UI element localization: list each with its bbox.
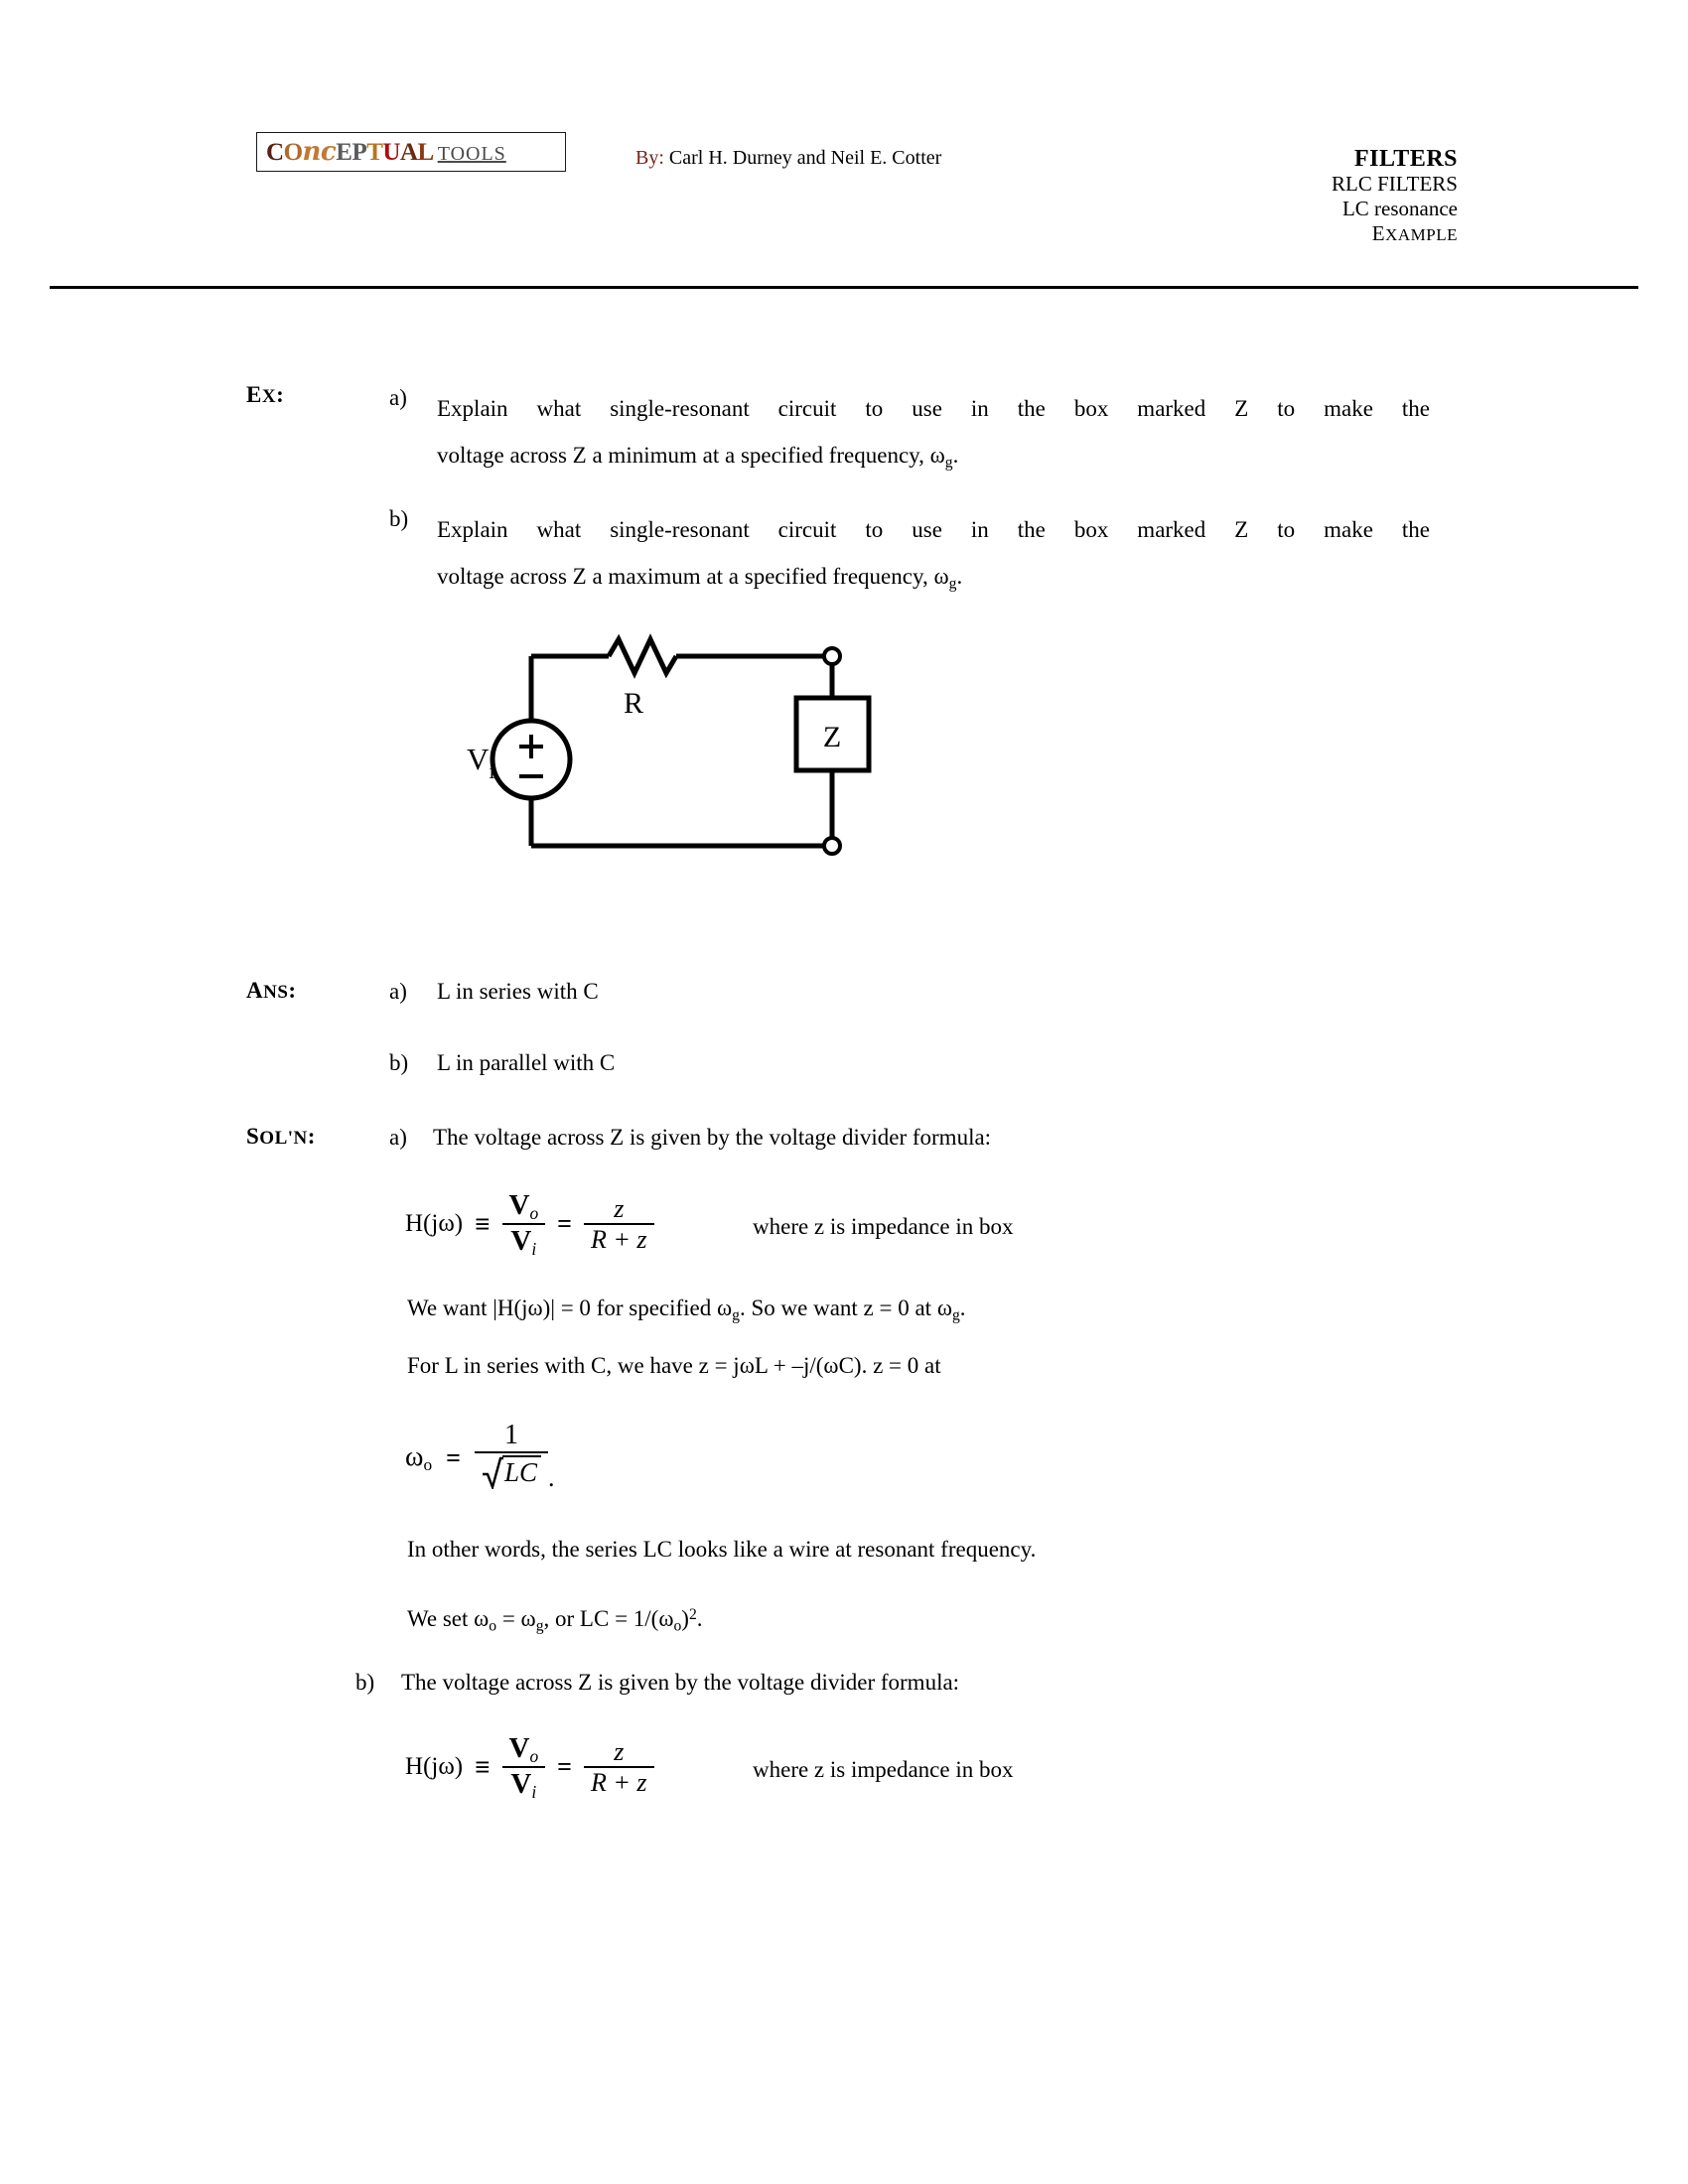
question-a-line1: Explain what single-resonant circuit to use in the box marked Z to make the — [437, 396, 1430, 421]
vout-numerator-a: $V_o$ — [508, 1189, 539, 1224]
byline — [635, 147, 941, 170]
terminal-node-top — [824, 648, 840, 664]
header-title: FILTERS — [1354, 146, 1458, 172]
resistor-symbol — [609, 639, 676, 673]
page-header — [0, 0, 1688, 298]
question-b-line1: Explain what single-resonant circuit to use in the box marked Z to make the — [437, 517, 1430, 542]
source-label: $V_i$ — [467, 742, 495, 783]
radical-symbol — [482, 1455, 541, 1489]
solution-a-intro: The voltage across Z is given by the voltage divider formula: — [433, 1125, 992, 1150]
impedance-note-a: where z is impedance in box — [753, 1214, 1014, 1239]
solution-tag: SOL'N: — [246, 1124, 316, 1149]
voltage-ratio-fraction-b — [502, 1732, 546, 1803]
transfer-function-equation-a — [405, 1189, 654, 1260]
rz-denominator-a: R + z — [590, 1225, 647, 1255]
circuit-diagram — [437, 625, 894, 874]
omega-symbol: $\omega_o$ — [405, 1440, 433, 1474]
answer-text-b: L in parallel with C — [437, 1050, 616, 1075]
transfer-fn-lhs-b: H(jω) — [405, 1753, 464, 1781]
header-subtitle-category: RLC FILTERS — [1331, 172, 1458, 196]
rz-denominator-b: R + z — [590, 1768, 647, 1798]
answer-tag: ANS: — [246, 978, 297, 1003]
resistor-label: R — [623, 687, 644, 720]
byline-prefix: By: — [635, 147, 664, 169]
header-breadcrumb — [1332, 147, 1458, 247]
answer-marker-a: a) — [389, 979, 407, 1004]
impedance-label: Z — [822, 721, 842, 753]
solution-marker-a: a) — [389, 1125, 407, 1150]
impedance-ratio-fraction-b — [584, 1737, 654, 1798]
identity-sign-b: ≡ — [475, 1751, 491, 1782]
impedance-ratio-fraction-a — [584, 1194, 654, 1255]
logo-wordmark: COncEPTUAL TOOLS — [266, 137, 506, 167]
voltage-source-symbol — [492, 721, 570, 798]
answer-text-a: L in series with C — [437, 979, 599, 1004]
byline-authors: Carl H. Durney and Neil E. Cotter — [668, 147, 942, 169]
voltage-ratio-fraction-a — [502, 1189, 546, 1260]
header-divider-rule — [50, 286, 1638, 289]
header-subtitle-kind: EXAMPLE — [1371, 221, 1458, 245]
identity-sign-a: ≡ — [475, 1208, 491, 1239]
numerator-one: 1 — [503, 1420, 518, 1450]
question-marker-b: b) — [389, 506, 409, 531]
conceptual-tools-logo — [256, 132, 566, 172]
question-marker-a: a) — [389, 385, 407, 410]
logo-tools-word: TOOLS — [437, 143, 506, 165]
vin-denominator-a: $V_i$ — [510, 1225, 537, 1260]
solution-marker-b: b) — [355, 1670, 375, 1695]
question-a-line2: voltage across Z a minimum at a specified frequency, $\omega_g$. — [437, 443, 959, 472]
question-text-a — [437, 385, 1430, 485]
circuit-svg — [437, 625, 894, 874]
z-numerator-b: z — [614, 1737, 625, 1767]
sqrt-glyph — [482, 1455, 503, 1489]
equals-sign-b: = — [557, 1752, 572, 1782]
vout-numerator-b: $V_o$ — [508, 1732, 539, 1767]
example-tag: EX: — [246, 382, 285, 407]
equals-sign-a: = — [557, 1209, 572, 1239]
solution-series-line: For L in series with C, we have z = jωL + –j/(ωC). z = 0 at — [407, 1353, 941, 1378]
sqrt-lc-denominator — [475, 1453, 548, 1496]
solution-words-line: In other words, the series LC looks like a wire at resonant frequency. — [407, 1537, 1037, 1562]
solution-want-line: We want |H(jω)| = 0 for specified $\omega_g$. So we want z = 0 at $\omega_g$. — [407, 1296, 966, 1324]
transfer-fn-lhs-a: H(jω) — [405, 1210, 464, 1238]
question-b-line2: voltage across Z a maximum at a specified frequency, $\omega_g$. — [437, 564, 963, 593]
z-numerator-a: z — [614, 1194, 625, 1224]
solution-set-line: We set $\omega_o = \omega_g$, or LC = $1/(\omega_o)^2$. — [407, 1606, 703, 1635]
impedance-note-b: where z is impedance in box — [753, 1757, 1014, 1782]
answer-marker-b: b) — [389, 1050, 409, 1075]
solution-b-intro: The voltage across Z is given by the voltage divider formula: — [401, 1670, 960, 1695]
resonant-frequency-equation — [405, 1420, 554, 1497]
header-subtitle-topic: LC resonance — [1341, 197, 1458, 220]
transfer-function-equation-b — [405, 1732, 654, 1803]
terminal-node-bottom — [824, 838, 840, 854]
question-text-b — [437, 506, 1430, 607]
equals-sign-omega: = — [446, 1442, 461, 1472]
one-over-sqrt-lc — [475, 1420, 548, 1497]
radicand-lc: LC — [502, 1455, 541, 1489]
omega-eq-period: . — [547, 1462, 555, 1492]
vin-denominator-b: $V_i$ — [510, 1768, 537, 1803]
